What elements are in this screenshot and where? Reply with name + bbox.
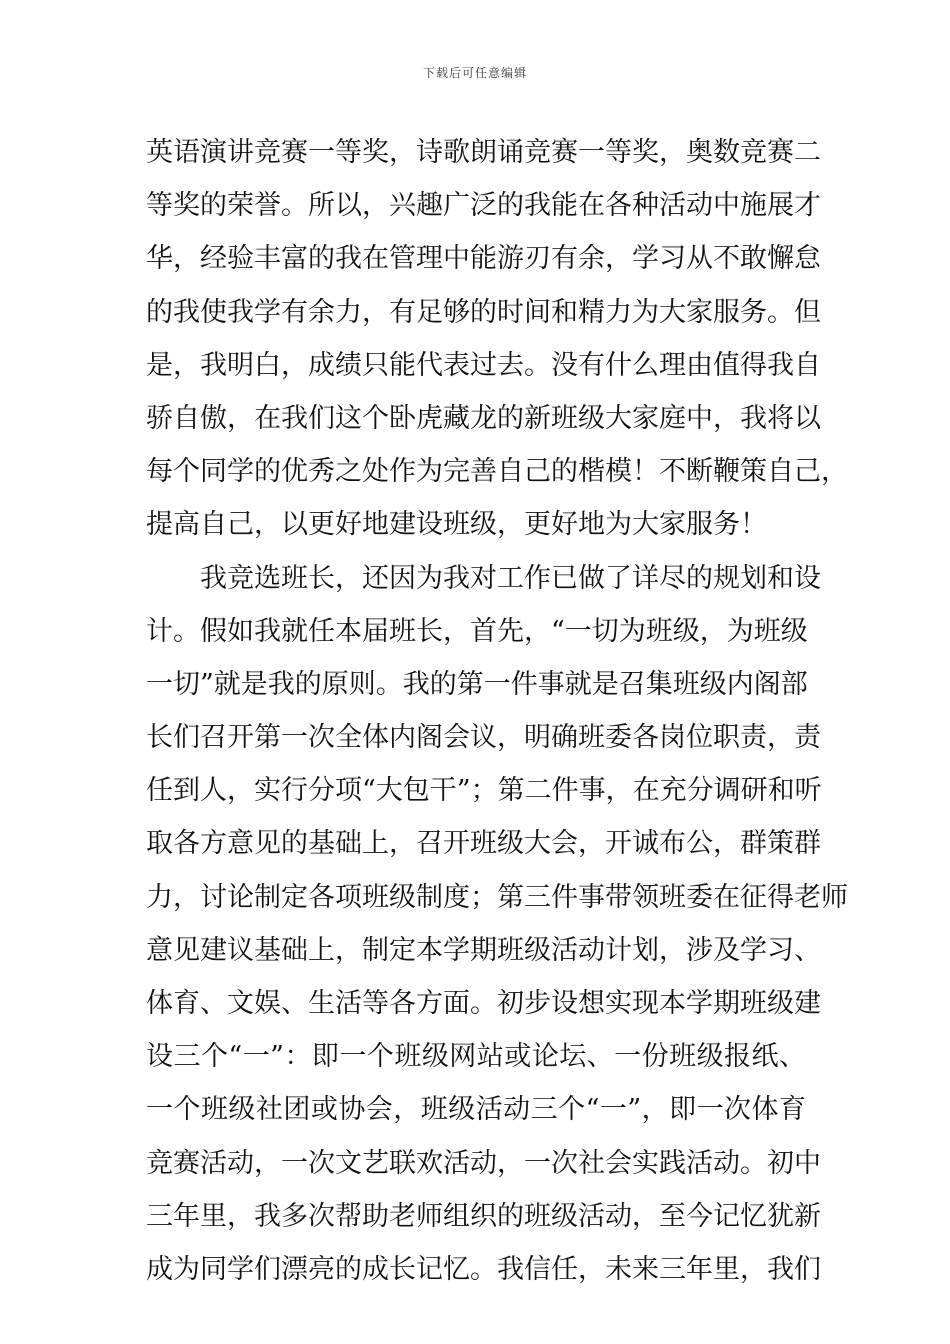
text-line: 竞赛活动，一次文艺联欢活动，一次社会实践活动。初中	[146, 1147, 821, 1179]
text-line: 是，我明白，成绩只能代表过去。没有什么理由值得我自	[146, 349, 821, 381]
text-line: 提高自己，以更好地建设班级，更好地为大家服务！	[146, 509, 767, 541]
text-line: 一个班级社团或协会，班级活动三个“一”，即一次体育	[146, 1094, 806, 1126]
text-line: 设三个“一”：即一个班级网站或论坛、一份班级报纸、	[146, 1041, 806, 1073]
text-line: 的我使我学有余力，有足够的时间和精力为大家服务。但	[146, 296, 821, 328]
text-line: 任到人，实行分项“大包干”；第二件事，在充分调研和听	[146, 775, 822, 807]
text-line: 取各方意见的基础上，召开班级大会，开诚布公，群策群	[146, 828, 821, 860]
text-line: 力，讨论制定各项班级制度；第三件事带领班委在征得老师	[146, 881, 848, 913]
text-line: 成为同学们漂亮的成长记忆。我信任，未来三年里，我们	[146, 1253, 821, 1285]
text-line: 意见建议基础上，制定本学期班级活动计划，涉及学习、	[146, 934, 821, 966]
text-line: 每个同学的优秀之处作为完善自己的楷模！不断鞭策自己，	[146, 456, 848, 488]
text-line: 长们召开第一次全体内阁会议，明确班委各岗位职责，责	[146, 722, 821, 754]
text-line: 一切”就是我的原则。我的第一件事就是召集班级内阁部	[146, 668, 808, 700]
text-line: 我竞选班长，还因为我对工作已做了详尽的规划和设	[200, 562, 821, 594]
text-line: 英语演讲竞赛一等奖，诗歌朗诵竞赛一等奖，奥数竞赛二	[146, 137, 821, 168]
text-line: 华，经验丰富的我在管理中能游刃有余，学习从不敢懈怠	[146, 243, 821, 275]
text-line: 等奖的荣誉。所以，兴趣广泛的我能在各种活动中施展才	[146, 190, 821, 222]
paragraph-2	[146, 552, 848, 1297]
document-body	[146, 126, 848, 1296]
page-header: 下载后可任意编辑	[422, 66, 527, 80]
text-line: 三年里，我多次帮助老师组织的班级活动，至今记忆犹新	[146, 1200, 821, 1232]
paragraph-1	[146, 126, 848, 552]
text-line: 计。假如我就任本届班长，首先，“一切为班级，为班级	[146, 615, 808, 647]
text-line: 体育、文娱、生活等各方面。初步设想实现本学期班级建	[146, 988, 821, 1019]
text-line: 骄自傲，在我们这个卧虎藏龙的新班级大家庭中，我将以	[146, 402, 821, 434]
